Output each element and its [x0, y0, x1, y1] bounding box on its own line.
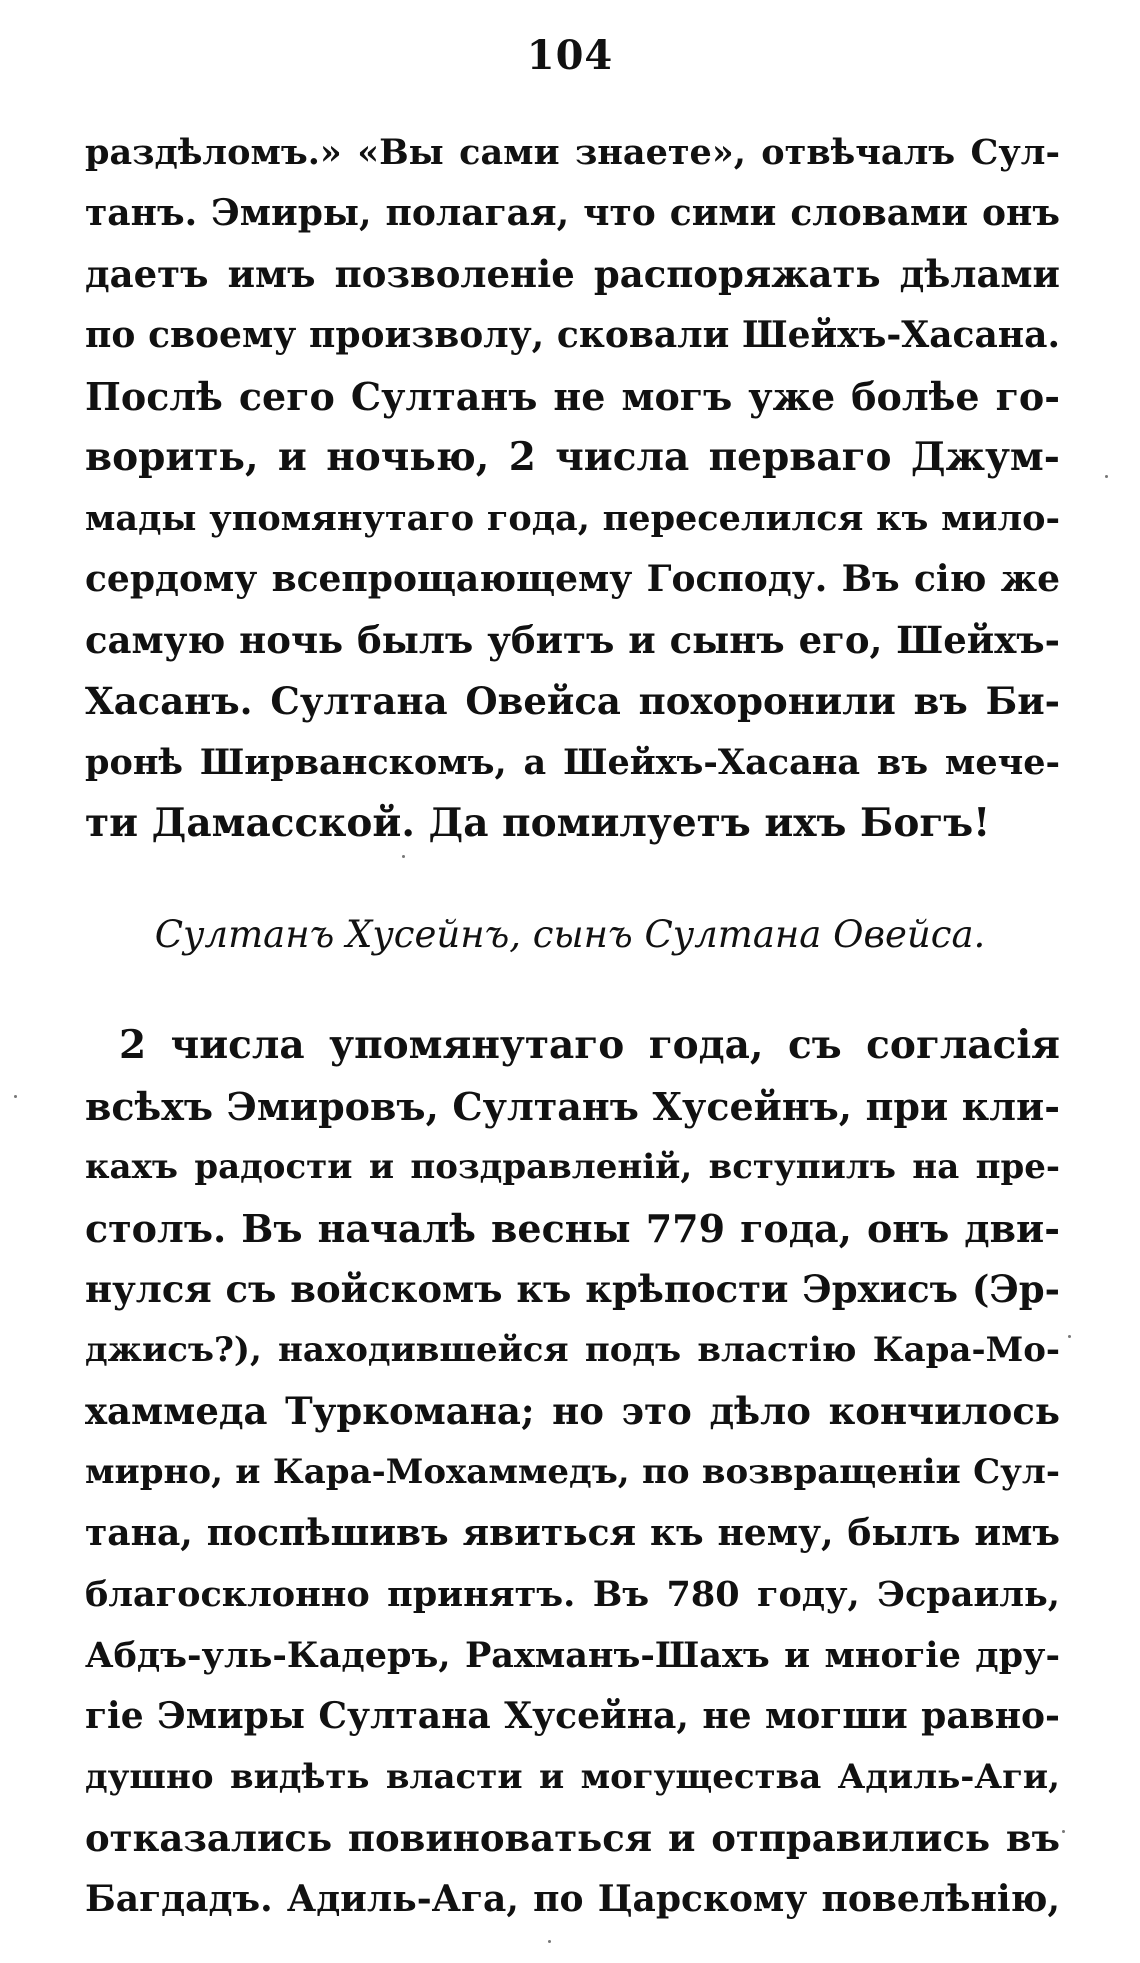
section-heading: Султанъ Хусейнъ, сынъ Султана Овейса.	[154, 913, 986, 956]
text-line: танъ. Эмиры, полагая, что сими словами онъ	[85, 192, 1060, 234]
print-speck	[1105, 475, 1108, 478]
text-line: мирно, и Кара-Мохаммедъ, по возвращеніи Сул-	[85, 1452, 1060, 1492]
print-speck	[548, 1940, 551, 1943]
print-speck	[1062, 1830, 1065, 1833]
text-line: отказались повиноваться и отправились въ	[85, 1816, 1060, 1860]
text-line: благосклонно принятъ. Въ 780 году, Эсраиль,	[85, 1574, 1060, 1615]
text-line: Хасанъ. Султана Овейса похоронили въ Би-	[85, 679, 1060, 723]
text-block-2	[85, 1015, 1060, 1930]
text-line: нулся съ войскомъ къ крѣпости Эрхисъ (Эр-	[85, 1267, 1060, 1311]
text-line: мады упомянутаго года, переселился къ мило-	[85, 498, 1060, 539]
text-line: тана, поспѣшивъ явиться къ нему, былъ имъ	[85, 1512, 1060, 1554]
text-line: Послѣ сего Султанъ не могъ уже болѣе го-	[85, 374, 1060, 419]
print-speck	[14, 1095, 17, 1098]
text-line: кахъ радости и поздравленій, вступилъ на пре-	[85, 1147, 1060, 1187]
text-line: всѣхъ Эмировъ, Султанъ Хусейнъ, при кли-	[85, 1084, 1060, 1129]
text-line: хаммеда Туркомана; но это дѣло кончилось	[85, 1389, 1060, 1433]
print-speck	[402, 855, 405, 858]
text-line: по своему произволу, сковали Шейхъ-Хасана.	[85, 314, 1060, 356]
text-line: ти Дамасской. Да помилуетъ ихъ Богъ!	[85, 800, 991, 846]
text-line: самую ночь былъ убитъ и сынъ его, Шейхъ-	[85, 618, 1060, 662]
text-line: даетъ имъ позволеніе распоряжать дѣлами	[85, 252, 1060, 296]
text-line: сердому всепрощающему Господу. Въ сію же	[85, 558, 1060, 600]
text-line: душно видѣть власти и могущества Адиль-Аги,	[85, 1757, 1060, 1797]
text-line: ронѣ Ширванскомъ, а Шейхъ-Хасана въ мече-	[85, 742, 1060, 783]
text-line: гіе Эмиры Султана Хусейна, не могши равно-	[85, 1695, 1060, 1737]
text-line: Багдадъ. Адиль-Ага, по Царскому повелѣнію,	[85, 1878, 1060, 1920]
text-line: Абдъ-уль-Кадеръ, Рахманъ-Шахъ и многіе дру-	[85, 1635, 1060, 1676]
text-line: джисъ?), находившейся подъ властію Кара-Мо-	[85, 1330, 1060, 1370]
text-line: 2 числа упомянутаго года, съ согласія	[119, 1022, 1060, 1068]
text-line: раздѣломъ.» «Вы сами знаете», отвѣчалъ Сул-	[85, 132, 1060, 173]
text-line: столъ. Въ началѣ весны 779 года, онъ дви-	[85, 1206, 1060, 1251]
text-line: ворить, и ночью, 2 числа перваго Джум-	[85, 434, 1060, 480]
page-number: 104	[526, 32, 614, 79]
print-speck	[1068, 1335, 1071, 1338]
text-block-1	[85, 122, 1060, 854]
